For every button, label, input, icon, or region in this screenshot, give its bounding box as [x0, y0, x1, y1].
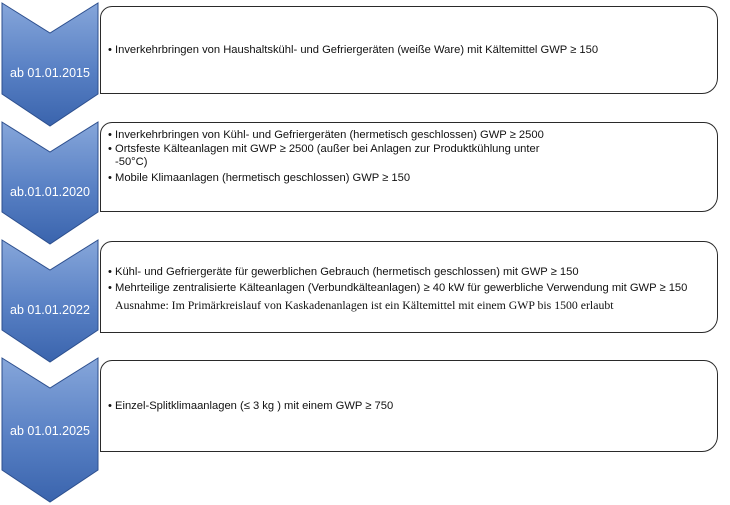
step-label-2022: ab 01.01.2022	[10, 303, 90, 317]
step-box-2025	[100, 360, 718, 452]
chevron-2015	[2, 3, 98, 126]
step-item: • Mehrteilige zentralisierte Kälteanlagen (Verbundkälteanlagen) ≥ 40 kW für gewerbliche Verwendung mit GWP ≥ 150	[109, 282, 711, 296]
step-item: • Inverkehrbringen von Haushaltskühl- und Gefriergeräten (weiße Ware) mit Kältemittel GWP ≥ 150	[109, 44, 711, 58]
chevron-2020	[2, 122, 98, 244]
step-item: • Einzel-Splitklimaanlagen (≤ 3 kg ) mit einem GWP ≥ 750	[109, 400, 711, 414]
step-item: • Ortsfeste Kälteanlagen mit GWP ≥ 2500 (außer bei Anlagen zur Produktkühlung unter -50°C)	[109, 143, 555, 170]
step-box-2022	[100, 241, 718, 333]
step-box-2015	[100, 6, 718, 94]
step-label-2025: ab 01.01.2025	[10, 424, 90, 438]
step-label-2015: ab 01.01.2015	[10, 66, 90, 80]
step-label-2020: ab.01.01.2020	[10, 185, 90, 199]
step-item: • Mobile Klimaanlagen (hermetisch geschlossen) GWP ≥ 150	[109, 172, 711, 186]
step-box-2020	[100, 122, 718, 212]
step-item: • Inverkehrbringen von Kühl- und Gefriergeräten (hermetisch geschlossen) GWP ≥ 2500	[109, 129, 711, 143]
chevron-2022	[2, 240, 98, 362]
step-item: • Kühl- und Gefriergeräte für gewerblichen Gebrauch (hermetisch geschlossen) mit GWP ≥ 150	[109, 266, 711, 280]
exception-note: Ausnahme: Im Primärkreislauf von Kaskadenanlagen ist ein Kältemittel mit einem GWP bis 1500 erlaubt	[115, 298, 614, 312]
